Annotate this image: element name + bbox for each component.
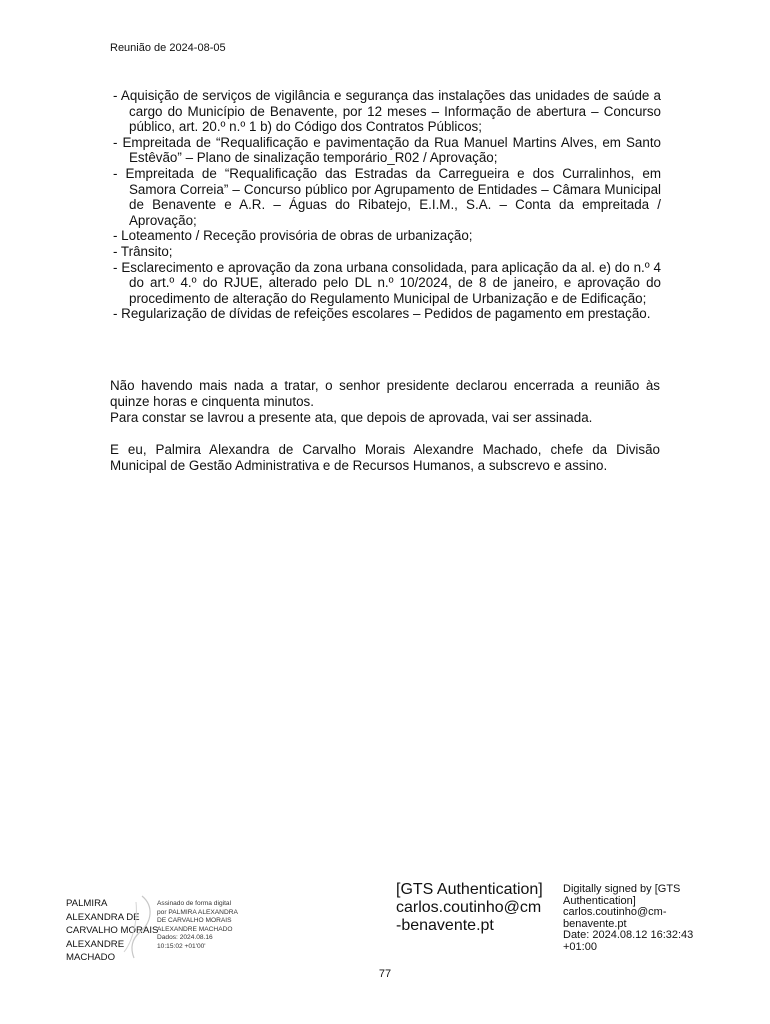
gts-detail-line: +01:00	[563, 940, 597, 953]
signature-detail-line: DE CARVALHO MORAIS	[157, 917, 232, 924]
agenda-item: - Esclarecimento e aprovação da zona urbana consolidada, para aplicação da al. e) do n.º 4 do art.º 4.º do RJUE, alterado pelo DL n.º 10/2024, de 8 de janeiro, e aprovação do procedimento de alteração do Regulamento Municipal de Urbanização e de Edificação;	[113, 259, 661, 306]
digital-signature-details	[157, 900, 257, 951]
agenda-item: - Empreitada de “Requalificação das Estradas da Carregueira e dos Curralinhos, em Samora Correia” – Concurso público por Agrupamento de Entidades – Câmara Municipal de Benavente e A.R. – Águas do Ribatejo, E.I.M., S.A. – Conta da empreitada / Aprovação;	[113, 165, 661, 228]
gts-detail-line: Date: 2024.08.12 16:32:43	[563, 929, 694, 941]
signature-detail-line: ALEXANDRE MACHADO	[157, 925, 233, 933]
gts-detail-line: Digitally signed by [GTS	[563, 883, 681, 895]
gts-detail-line: carlos.coutinho@cm-	[563, 906, 667, 918]
signer-name-line: ALEXANDRE	[66, 938, 125, 950]
agenda-item: - Regularização de dívidas de refeições escolares – Pedidos de pagamento em prestação.	[113, 306, 651, 322]
page-header: Reunião de 2024-08-05	[110, 42, 226, 54]
signer-name-line: PALMIRA	[66, 898, 108, 909]
gts-signature-line: carlos.coutinho@cm	[396, 899, 542, 916]
attestation-paragraph: Para constar se lavrou a presente ata, que depois de aprovada, vai ser assinada.	[110, 410, 593, 425]
gts-signature-block	[396, 881, 564, 935]
agenda-item: - Loteamento / Receção provisória de obras de urbanização;	[113, 228, 473, 244]
signature-detail-line: por PALMIRA ALEXANDRA	[157, 908, 238, 916]
agenda-item: - Trânsito;	[113, 243, 173, 259]
gts-signature-details	[563, 884, 713, 953]
gts-signature-line: -benavente.pt	[396, 917, 494, 934]
agenda-list	[113, 88, 661, 322]
signature-detail-line: Assinado de forma digital	[157, 900, 232, 907]
gts-detail-line: Authentication]	[563, 894, 636, 907]
closing-paragraph: Não havendo mais nada a tratar, o senhor presidente declarou encerrada a reunião às quinze horas e cinquenta minutos.	[110, 378, 660, 409]
signer-name-line: ALEXANDRA DE	[66, 911, 140, 923]
gts-signature-line: [GTS Authentication]	[396, 881, 543, 898]
signature-detail-line: 10:15:02 +01'00'	[157, 942, 206, 950]
signatory-paragraph: E eu, Palmira Alexandra de Carvalho Morais Alexandre Machado, chefe da Divisão Municipal de Gestão Administrativa e de Recursos Humanos, a subscrevo e assino.	[110, 442, 660, 473]
signature-detail-line: Dados: 2024.08.16	[157, 934, 213, 941]
agenda-item: - Empreitada de “Requalificação e pavimentação da Rua Manuel Martins Alves, em Santo Estêvão” – Plano de sinalização temporário_R02 / Aprovação;	[113, 134, 661, 166]
page-number: 77	[378, 968, 392, 980]
gts-detail-line: benavente.pt	[563, 917, 627, 930]
signer-name-line: MACHADO	[66, 952, 116, 963]
agenda-item: - Aquisição de serviços de vigilância e segurança das instalações das unidades de saúde a cargo do Município de Benavente, por 12 meses – Informação de abertura – Concurso público, art. 20.º n.º 1 b) do Código dos Contratos Públicos;	[113, 88, 661, 135]
signature-flourish-icon	[112, 892, 162, 962]
signer-name-line: CARVALHO MORAIS	[66, 925, 159, 936]
